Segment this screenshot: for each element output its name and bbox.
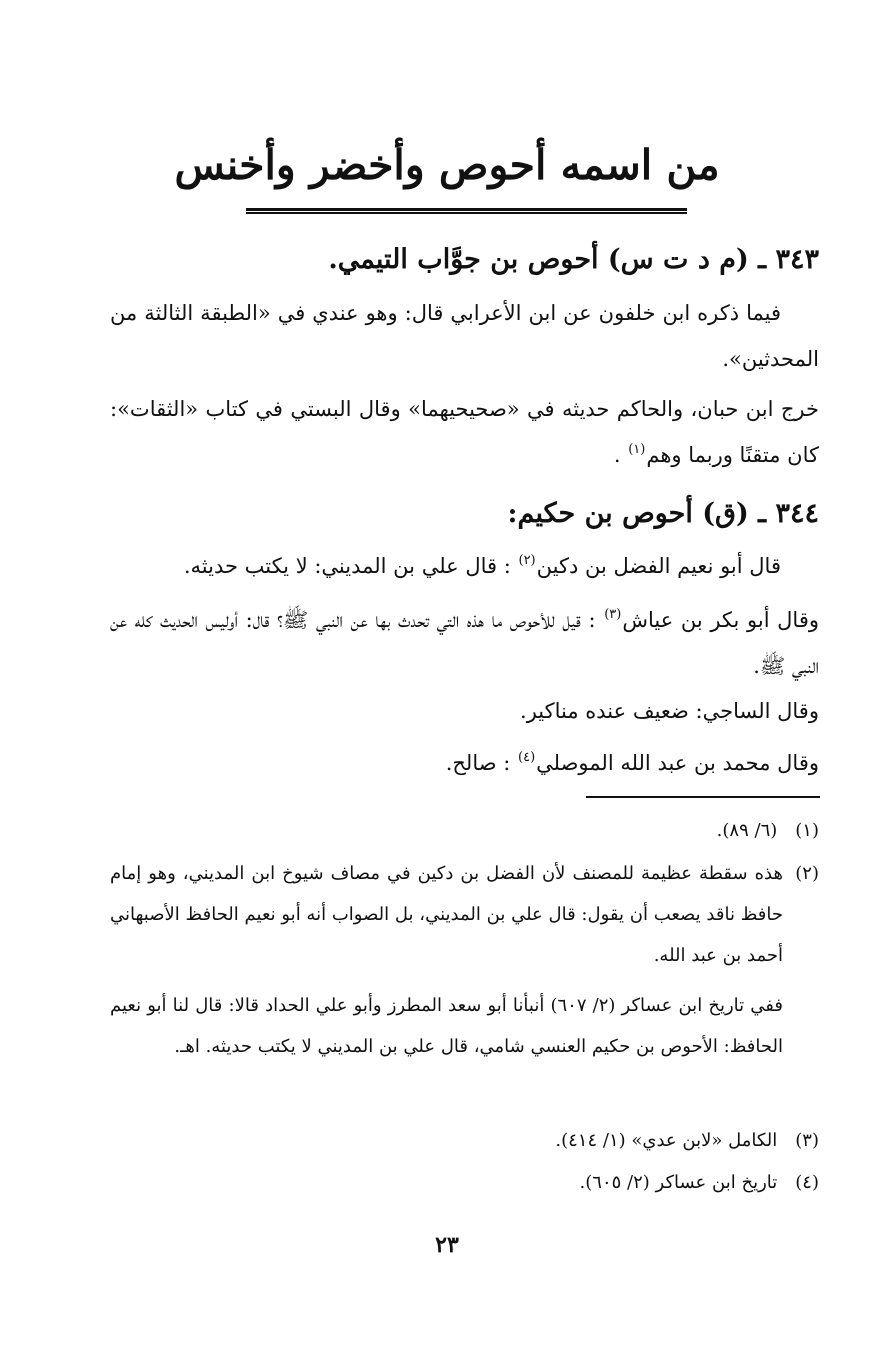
footnote-2-text: هذه سقطة عظيمة للمصنف لأن الفضل بن دكين في مصاف شيوخ ابن المديني، وهو إمام حافظ ناقد يصعب أن يقول: قال علي بن المديني، بل الصواب أنه أبو نعيم الحافظ الأصبهاني أحمد بن عبد الله. [110,863,783,966]
footnote-ref-1[interactable]: (١) [628,442,646,457]
footnote-4-number: (٤) [795,1172,819,1193]
entry-344-line-1-b: : قال علي بن المديني: لا يكتب حديثه. [183,554,511,578]
footnote-2-continuation: ففي تاريخ ابن عساكر (٢/ ٦٠٧) أنبأنا أبو سعد المطرز وأبو علي الحداد قالا: قال لنا أبو نعيم الحافظ: الأحوص بن حكيم العنسي شامي، قال علي بن المديني لا يكتب حديثه. اهـ. [110,995,783,1057]
page-number: ٢٣ [435,1232,459,1258]
footnote-3 [110,1120,819,1161]
footnote-1 [110,810,819,851]
entry-343-paragraph-2-end: . [613,443,621,467]
entry-344-line-2-b: : قيل للأحوص ما هذه التي تحدث بها عن النبي ﷺ؟ قال: أوليس الحديث كله عن النبي ﷺ. [110,608,819,678]
footnote-separator [586,796,820,798]
entry-heading-344: ٣٤٤ ـ (ق) أحوص بن حكيم: [507,498,819,529]
footnote-4 [110,1162,819,1203]
footnote-ref-3[interactable]: (٣) [604,607,622,622]
entry-343-paragraph-2-text: خرج ابن حبان، والحاكم حديثه في «صحيحيهما» وقال البستي في كتاب «الثقات»: كان متقنًا وربما وهم [110,397,819,467]
entry-343-paragraph-1: فيما ذكره ابن خلفون عن ابن الأعرابي قال: وهو عندي في «الطبقة الثالثة من المحدثين». [110,301,819,371]
entry-344-line-4-b: : صالح. [445,751,511,775]
footnote-1-number: (١) [795,820,819,841]
entry-344-line-4-a: وقال محمد بن عبد الله الموصلي [536,751,819,775]
entry-344-line-4 [446,740,819,786]
footnote-3-text: الكامل «لابن عدي» (١/ ٤١٤). [555,1130,778,1151]
footnote-ref-4[interactable]: (٤) [518,750,536,765]
title-rule [246,208,687,214]
entry-344-line-2-a: وقال أبو بكر بن عياش [622,608,819,632]
chapter-title: من اسمه أحوص وأخضر وأخنس [174,141,720,189]
footnote-2-number: (٢) [795,863,819,884]
entry-344-line-2 [110,597,819,689]
entry-344-line-1 [110,543,819,589]
entry-344-line-3: وقال الساجي: ضعيف عنده مناكير. [520,699,819,723]
footnote-3-number: (٣) [795,1130,819,1151]
footnote-4-text: تاريخ ابن عساكر (٢/ ٦٠٥). [579,1172,778,1193]
entry-heading-343: ٣٤٣ ـ (م د ت س) أحوص بن جوَّاب التيمي. [328,244,819,275]
entry-344-line-1-a: قال أبو نعيم الفضل بن دكين [536,554,781,578]
footnote-1-text: (٦/ ٨٩). [716,820,778,841]
entry-343-paragraph-2 [110,386,819,478]
footnote-ref-2[interactable]: (٢) [518,553,536,568]
